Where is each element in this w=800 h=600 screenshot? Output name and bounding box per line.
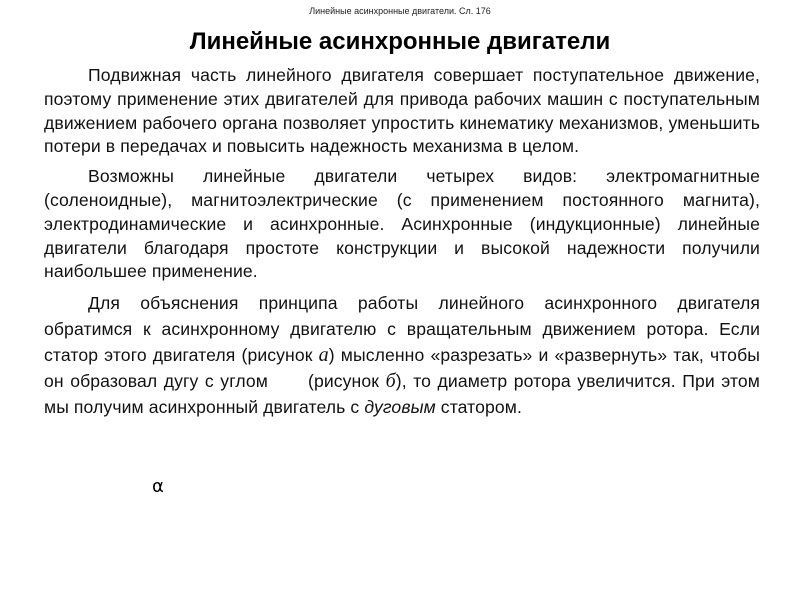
paragraph-3-text-5: статором. — [435, 397, 522, 418]
paragraph-1: Подвижная часть линейного двигателя совершает поступательное движение, поэтому применение этих двигателей для привода рабочих машин с поступательным движением рабочего органа позволяет упростить кинематику механизмов, уменьшить потери в передачах и повысить надежность механизма в целом. — [44, 65, 760, 157]
overlay-alpha-symbol: α — [152, 476, 164, 497]
emphasis-word: дуговым — [364, 397, 436, 418]
slide-body — [44, 64, 760, 420]
slide-title: Линейные асинхронные двигатели — [189, 28, 611, 55]
figure-ref-a: а — [318, 344, 329, 367]
paragraph-3-text-1: Для объяснения принципа работы линейного асинхронного двигателя обратимся к асинхронному двигателю с вращательным движением ротора. Если статор этого двигателя (рисунок — [44, 293, 760, 366]
paragraph-3-text-4: ), то диаметр ротора увеличится. При этом мы получим асинхронный двигатель с — [44, 371, 760, 418]
paragraph-3-text-2: ) мысленно «разрезать» и «развернуть» так, чтобы он образовал дугу с углом — [44, 345, 760, 392]
paragraph-2: Возможны линейные двигатели четырех видов: электромагнитные (соленоидные), магнитоэлектрические (с применением постоянного магнита), электродинамические и асинхронные. Асинхронные (индукционные) линейные двигатели благодаря простоте конструкции и высокой надежности получили наибольшее применение. — [44, 166, 760, 282]
figure-ref-b: б — [385, 370, 396, 393]
running-header: Линейные асинхронные двигатели. Сл. 176 — [309, 6, 491, 16]
paragraph-3 — [44, 290, 760, 420]
paragraph-3-text-3: (рисунок — [307, 371, 386, 392]
